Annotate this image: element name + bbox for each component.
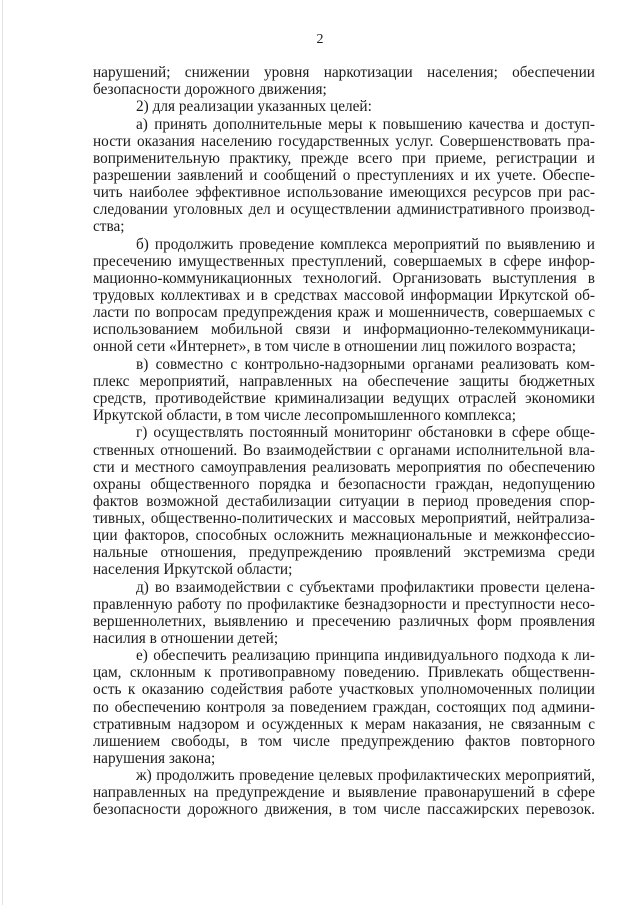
text-line: охраны общественного порядка и безопасности граждан, недопущению [93, 475, 595, 493]
text-line: тивных, общественно-политических и массовых мероприятий, нейтрализа- [93, 509, 595, 527]
paragraph [93, 767, 595, 818]
document-body [93, 64, 595, 819]
text-line: направленных на предупреждение и выявление правонарушений в сфере [93, 784, 595, 802]
text-line: ж) продолжить проведение целевых профилактических мероприятий, [136, 767, 595, 785]
text-line: Иркутской области, в том числе лесопромышленного комплекса; [93, 407, 516, 425]
text-line: ость к оказанию содействия работе участковых уполномоченных полиции [93, 681, 595, 699]
text-line: мационно-коммуникационных технологий. Организовать выступления в [93, 270, 595, 288]
text-line: пресечению имущественных преступлений, совершаемых в сфере инфор- [93, 252, 595, 270]
text-line: вершеннолетних, выявлению и пресечению различных форм проявления [93, 612, 595, 630]
scan-edge-mark [2, 0, 3, 905]
text-line: онной сети «Интернет», в том числе в отношении лиц пожилого возраста; [93, 338, 577, 356]
text-line: ства; [93, 218, 125, 236]
text-line: б) продолжить проведение комплекса мероприятий по выявлению и [136, 235, 595, 253]
text-line: ции факторов, способных осложнить межнациональные и межконфессио- [93, 527, 595, 545]
text-line: ственных отношений. Во взаимодействии с органами исполнительной вла- [93, 441, 595, 459]
text-line: трудовых коллективах и в средствах массовой информации Иркутской об- [93, 287, 595, 305]
text-line: нальные отношения, предупреждению проявлений экстремизма среди [93, 544, 595, 562]
text-line: г) осуществлять постоянный мониторинг обстановки в сфере обще- [136, 424, 595, 442]
text-line: сти и местного самоуправления реализовать мероприятия по обеспечению [93, 458, 595, 476]
text-line: насилия в отношении детей; [93, 629, 279, 647]
text-line: безопасности дорожного движения, в том числе пассажирских перевозок. [93, 801, 595, 819]
text-line: стративным надзором и осужденных к мерам наказания, не связанным с [93, 715, 595, 733]
text-line: нарушений; снижении уровня наркотизации населения; обеспечении [93, 64, 595, 81]
text-line: д) во взаимодействии с субъектами профилактики провести целена- [136, 578, 595, 596]
paragraph [93, 236, 595, 356]
text-line: населения Иркутской области; [93, 561, 293, 579]
paragraph [93, 424, 595, 578]
paragraph [93, 579, 595, 647]
text-line: цам, склонным к противоправному поведению. Привлекать общественн- [93, 664, 595, 682]
text-line: а) принять дополнительные меры к повышению качества и доступ- [136, 115, 595, 133]
text-line: плекс мероприятий, направленных на обеспечение защиты бюджетных [93, 372, 595, 390]
text-line: е) обеспечить реализацию принципа индивидуального подхода к ли- [136, 647, 595, 665]
paragraph [93, 98, 595, 115]
text-line: использованием мобильной связи и информационно-телекоммуникаци- [93, 321, 595, 339]
text-line: лишением свободы, в том числе предупреждению фактов повторного [93, 732, 595, 750]
text-line: ласти по вопросам предупреждения краж и мошенничеств, совершаемых с [93, 304, 595, 322]
text-line: фактов возможной дестабилизации ситуации в период проведения спор- [93, 492, 595, 510]
paragraph [93, 64, 595, 98]
text-line: ности оказания населению государственных услуг. Совершенствовать пра- [93, 132, 595, 150]
page-number: 2 [316, 32, 324, 47]
text-line: по обеспечению контроля за поведением граждан, состоящих под админи- [93, 698, 595, 716]
paragraph [93, 356, 595, 424]
text-line: правленную работу по профилактике безнадзорности и преступности несо- [93, 595, 595, 613]
paragraph [93, 647, 595, 767]
paragraph [93, 116, 595, 236]
text-line: 2) для реализации указанных целей: [136, 98, 372, 116]
text-line: воприменительную практику, прежде всего при приеме, регистрации и [93, 150, 595, 168]
text-line: разрешении заявлений и сообщений о преступлениях и их учете. Обеспе- [93, 167, 595, 185]
text-line: нарушения закона; [93, 749, 216, 767]
text-line: в) совместно с контрольно-надзорными органами реализовать ком- [136, 355, 595, 373]
text-line: безопасности дорожного движения; [93, 81, 327, 99]
text-line: следовании уголовных дел и осуществлении административного производ- [93, 201, 595, 219]
text-line: чить наиболее эффективное использование имеющихся ресурсов при рас- [93, 184, 595, 202]
text-line: средств, противодействие криминализации ведущих отраслей экономики [93, 389, 595, 407]
